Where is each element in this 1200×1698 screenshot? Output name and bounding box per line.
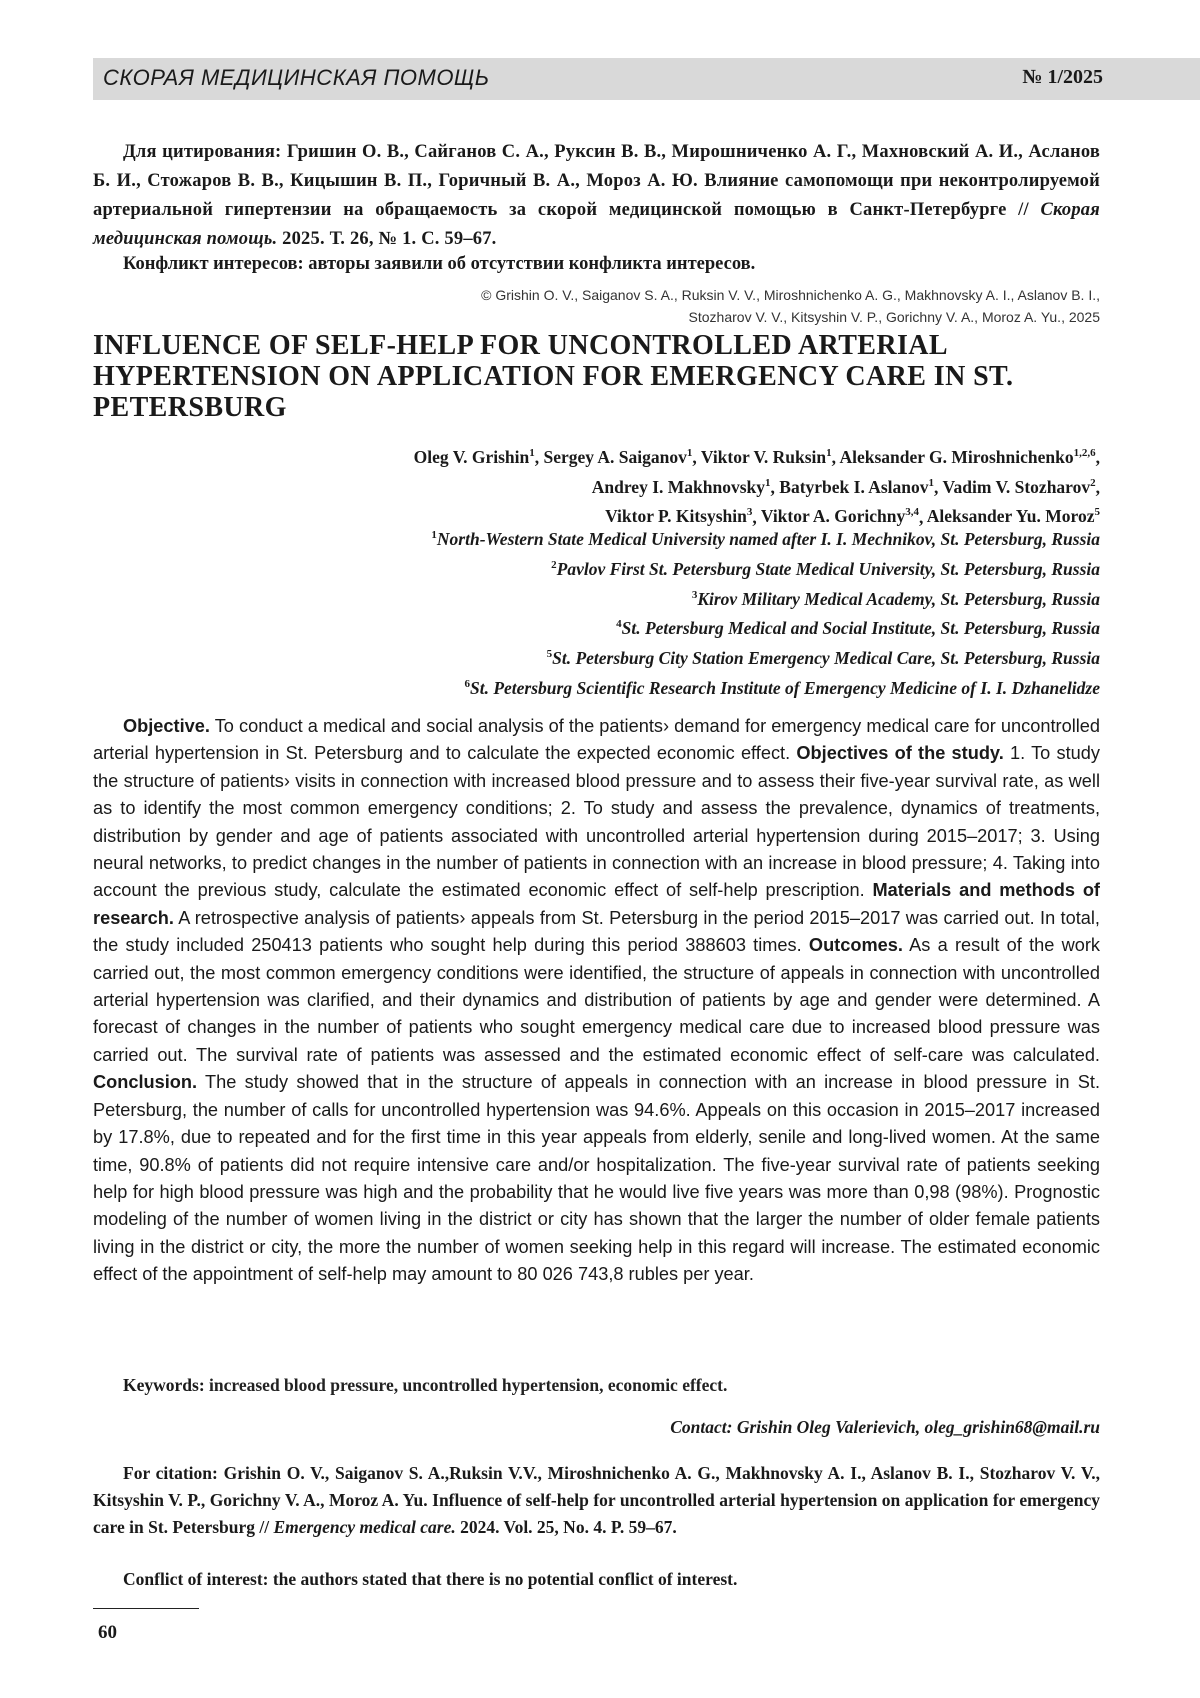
abstract-objective: To conduct a medical and social analysis of the patients› demand for emergency medical care for uncontrolled arterial hypertension in St. Petersburg and to calculate the expected economic effect. (93, 716, 1100, 764)
author: Viktor P. Kitsyshin$^3$ (605, 506, 753, 527)
author: Aleksander G. Miroshnichenko$^{1,2,6}$ (839, 446, 1096, 467)
author: Viktor V. Ruksin$^1$ (700, 446, 832, 467)
english-citation-details: 2024. Vol. 25, No. 4. P. 59–67. (455, 1517, 677, 1537)
abstract-conclusion: The study showed that in the structure of appeals in connection with an increase in blood pressure in St. Petersburg, the number of calls for uncontrolled hypertension was 94.6%. Appeals on this occasion in 2015–2017 increased by 17.8%, due to repeated and for the first time in this year appeals from elderly, senile and long-lived women. At the same time, 90.8% of patients did not require intensive care and/or hospitalization. The five-year survival rate of patients seeking help for high blood pressure was high and the probability that he would live five years was more than 0,98 (98%). Prognostic modeling of the number of women living in the district or city has shown that the larger the number of older female patients living in the district or city, the more the number of women seeking help in this regard will increase. The estimated economic effect of the appointment of self-help may amount to 80 026 743,8 rubles per year. (93, 1072, 1100, 1285)
abstract (93, 713, 1100, 1289)
copyright-line-2: Stozharov V. V., Kitsyshin V. P., Gorichny V. A., Moroz A. Yu., 2025 (688, 309, 1100, 325)
russian-citation-text: Гришин О. В., Сайганов С. А., Руксин В. В., Мирошниченко А. Г., Махновский А. И., Асланов Б. И., Стожаров В. В., Кицышин В. П., Горичный В. А., Мороз А. Ю. Влияние самопомощи при неконтролируемой артериальной гипертензии на обращаемость за скорой медицинской помощью в Санкт-Петербурге // (93, 142, 1101, 220)
running-header (93, 58, 1200, 100)
russian-citation (93, 138, 1100, 254)
author: Viktor A. Gorichny$^{3,4}$ (760, 506, 919, 527)
english-conflict-statement (93, 1566, 1100, 1592)
affiliation: $^4$St. Petersburg Medical and Social Institute, St. Petersburg, Russia (616, 618, 1100, 639)
english-conflict-label: Conflict of interest: (123, 1569, 269, 1589)
copyright-line-1: © Grishin O. V., Saiganov S. A., Ruksin V. V., Miroshnichenko A. G., Makhnovsky A. I., Aslanov B. I., (481, 287, 1100, 303)
author: Vadim V. Stozharov$^2$ (942, 476, 1096, 497)
affiliation: $^1$North-Western State Medical University named after I. I. Mechnikov, St. Petersburg, Russia (431, 528, 1100, 549)
keywords-label: Keywords: (123, 1375, 205, 1395)
abstract-objective-label: Objective. (123, 716, 210, 736)
author: Oleg V. Grishin$^1$ (413, 446, 535, 467)
author: Aleksander Yu. Moroz$^5$ (926, 506, 1100, 527)
abstract-objectives: 1. To study the structure of patients› visits in connection with increased blood pressure and to assess their five-year survival rate, as well as to identify the most common emergency conditions; 2. To study and assess the prevalence, dynamics of treatments, distribution by gender and age of patients associated with uncontrolled arterial hypertension during 2015–2017; 3. Using neural networks, to predict changes in the number of patients in connection with an increase in blood pressure; 4. Taking into account the previous study, calculate the estimated economic effect of self-help prescription. (93, 743, 1100, 901)
article-title: INFLUENCE OF SELF-HELP FOR UNCONTROLLED ARTERIAL HYPERTENSION ON APPLICATION FOR EMERGENCY CARE IN ST. PETERSBURG (93, 330, 1014, 423)
author: Sergey A. Saiganov$^1$ (543, 446, 693, 467)
page-number: 60 (98, 1622, 117, 1643)
author: Batyrbek I. Aslanov$^1$ (779, 476, 935, 497)
affiliation: $^2$Pavlov First St. Petersburg State Medical University, St. Petersburg, Russia (551, 558, 1100, 579)
affiliation: $^6$St. Petersburg Scientific Research Institute of Emergency Medicine of I. I. Dzhanelidze (464, 677, 1100, 698)
russian-citation-label: Для цитирования: (123, 142, 282, 162)
contact-line: Contact: Grishin Oleg Valerievich, oleg_grishin68@mail.ru (670, 1417, 1100, 1437)
abstract-outcomes-label: Outcomes. (808, 935, 903, 956)
issue-number: № 1/2025 (1022, 66, 1103, 88)
footer-rule (93, 1608, 199, 1609)
abstract-methods: A retrospective analysis of patients› appeals from St. Petersburg in the period 2015–2017 was carried out. In total, the study included 250413 patients who sought help during this period 388603 times. (93, 907, 1100, 956)
affiliation: $^3$Kirov Military Medical Academy, St. Petersburg, Russia (691, 588, 1100, 609)
english-citation-journal: Emergency medical care. (273, 1517, 456, 1537)
abstract-methods-label: Materials and methods of research. (93, 880, 1100, 928)
affiliation: $^5$St. Petersburg City Station Emergency Medical Care, St. Petersburg, Russia (546, 648, 1100, 669)
russian-citation-journal: Скорая медицинская помощь. (93, 200, 1100, 249)
author: Andrey I. Makhnovsky$^1$ (591, 476, 771, 497)
abstract-objectives-label: Objectives of the study. (796, 743, 1004, 764)
russian-conflict-text: авторы заявили об отсутствии конфликта интересов. (303, 254, 756, 274)
abstract-conclusion-label: Conclusion. (93, 1072, 198, 1093)
english-citation (93, 1460, 1100, 1541)
english-citation-text: Grishin O. V., Saiganov S. A.,Ruksin V.V., Miroshnichenko A. G., Makhnovsky A. I., Aslanov B. I., Stozharov V. V., Kitsyshin V. P., Gorichny V. A., Moroz A. Yu. Influence of self-help for uncontrolled arterial hypertension on application for emergency care in St. Petersburg // (93, 1463, 1100, 1537)
keywords-text: increased blood pressure, uncontrolled hypertension, economic effect. (204, 1375, 728, 1395)
author-list: Oleg V. Grishin$^1$, Sergey A. Saiganov$^1$, Viktor V. Ruksin$^1$, Aleksander G. Miroshnichenko$^{1,2,6}$, Andrey I. Makhnovsky$^1$, Batyrbek I. Aslanov$^1$, Vadim V. Stozharov$^2$, Viktor P. Kitsyshin$^3$, Viktor A. Gorichny$^{3,4}$, Aleksander Yu. Moroz$^5$ (413, 446, 1100, 527)
english-citation-label: For citation: (123, 1463, 218, 1483)
keywords (93, 1372, 1100, 1398)
english-conflict-text: the authors stated that there is no potential conflict of interest. (268, 1569, 738, 1589)
journal-name: СКОРАЯ МЕДИЦИНСКАЯ ПОМОЩЬ (103, 65, 490, 90)
affiliation-list (93, 522, 1100, 701)
russian-citation-details: 2025. Т. 26, № 1. С. 59–67. (277, 229, 497, 249)
abstract-outcomes: As a result of the work carried out, the most common emergency conditions were identified, the structure of appeals in connection with uncontrolled arterial hypertension was clarified, and their dynamics and distribution of patients by age and gender were determined. A forecast of changes in the number of patients who sought emergency medical care due to increased blood pressure was carried out. The survival rate of patients was assessed and the estimated economic effect of self-care was calculated. (93, 935, 1100, 1065)
copyright-notice (93, 284, 1100, 328)
russian-conflict-statement (93, 250, 1100, 278)
russian-conflict-label: Конфликт интересов: (123, 254, 304, 274)
